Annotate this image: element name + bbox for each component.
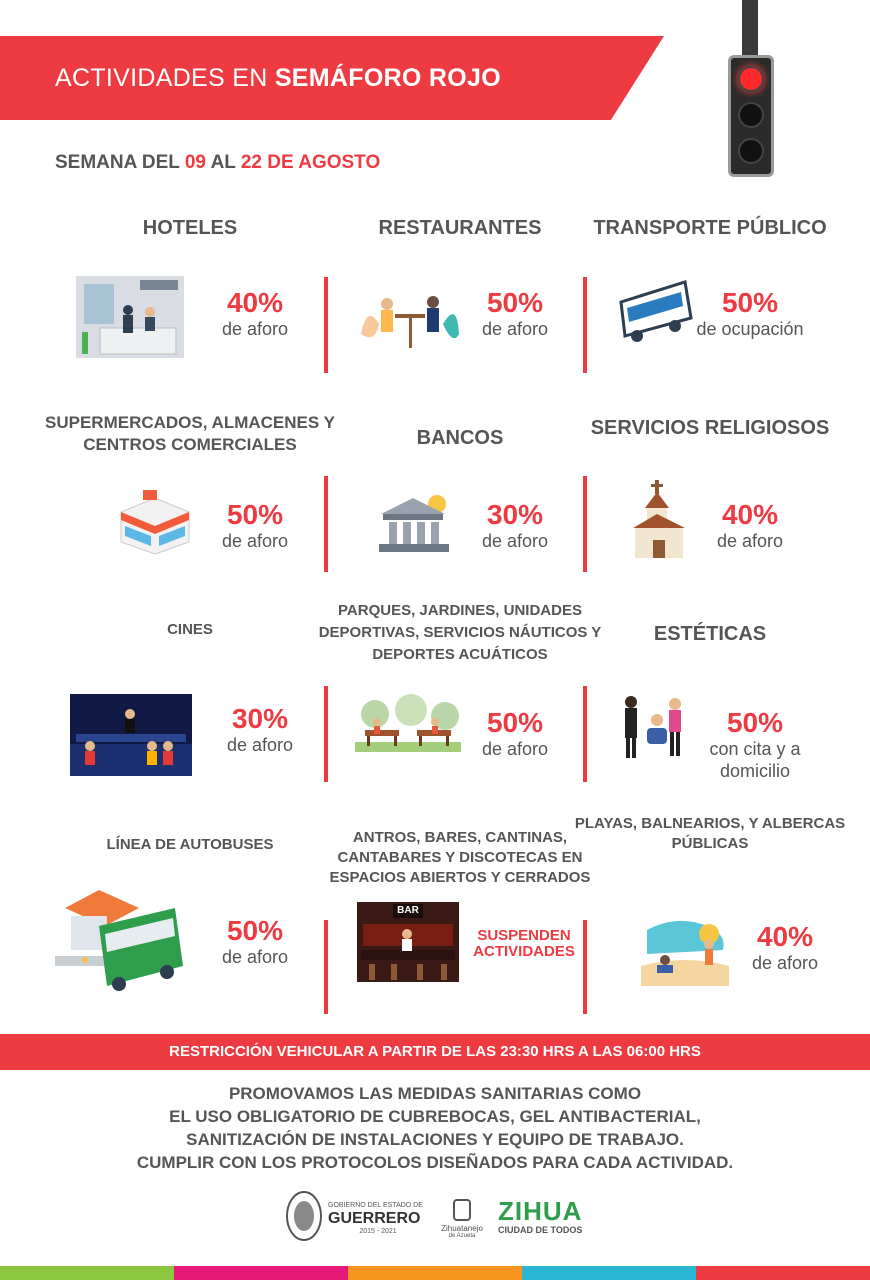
- category-hoteles: [45, 200, 335, 375]
- category-title: ANTROS, BARES, CANTINAS, CANTABARES Y DISCOTECAS EN ESPACIOS ABIERTOS Y CERRADOS: [329, 829, 591, 886]
- category-title: HOTELES: [142, 216, 238, 239]
- week-range: SEMANA DEL 09 AL 22 DE AGOSTO: [55, 152, 381, 173]
- guerrero-logo: GOBIERNO DEL ESTADO DE GUERRERO 2015 - 2021: [284, 1188, 324, 1247]
- bar-sign: BAR: [393, 904, 423, 918]
- category-linea-autobuses: [45, 806, 335, 1016]
- guerrero-seal-icon: [284, 1188, 324, 1242]
- capacity-stat: 50% de aforo: [221, 499, 289, 551]
- category-servicios-religiosos: [565, 400, 855, 575]
- bank-icon: [375, 492, 455, 554]
- zihuatanejo-crest-icon: [438, 1198, 486, 1222]
- bus-icon: [615, 278, 695, 346]
- zihua-logo: ZIHUA CIUDAD DE TODOS: [498, 1196, 583, 1235]
- restaurant-icon: [357, 274, 461, 354]
- category-title: PLAYAS, BALNEARIOS, Y ALBERCAS PÚBLICAS: [574, 815, 846, 852]
- category-transporte-publico: [565, 200, 855, 375]
- promo-line: EL USO OBLIGATORIO DE CUBREBOCAS, GEL ANTIBACTERIAL,: [169, 1107, 701, 1126]
- status-stat: SUSPENDEN ACTIVIDADES: [473, 927, 575, 960]
- category-esteticas: [565, 592, 855, 792]
- category-restaurantes: [315, 200, 605, 375]
- category-title: CINES: [167, 620, 213, 638]
- category-cines: [45, 592, 335, 792]
- capacity-stat: 50% con cita y a domicilio: [709, 707, 801, 781]
- category-antros-bares: [315, 806, 605, 1016]
- category-title: TRANSPORTE PÚBLICO: [593, 217, 827, 239]
- category-title: SERVICIOS RELIGIOSOS: [590, 417, 830, 439]
- capacity-stat: 40% de aforo: [716, 499, 784, 551]
- church-icon: [627, 478, 693, 562]
- category-title: LÍNEA DE AUTOBUSES: [106, 835, 274, 853]
- capacity-stat: 50% de ocupación: [696, 287, 804, 339]
- category-parques: [315, 592, 605, 792]
- category-title: RESTAURANTES: [378, 216, 542, 239]
- promo-line: CUMPLIR CON LOS PROTOCOLOS DISEÑADOS PARA CADA ACTIVIDAD.: [136, 1153, 734, 1172]
- capacity-stat: 30% de aforo: [481, 499, 549, 551]
- capacity-stat: 30% de aforo: [226, 703, 294, 755]
- zihuatanejo-logo: Zihuatanejo de Azueta: [438, 1198, 486, 1227]
- category-title: ESTÉTICAS: [653, 622, 767, 645]
- sanitary-measures-text: [0, 1082, 870, 1174]
- hotel-icon: [70, 272, 190, 360]
- promo-line: SANITIZACIÓN DE INSTALACIONES Y EQUIPO DE TRABAJO.: [186, 1130, 684, 1149]
- capacity-stat: 40% de aforo: [221, 287, 289, 339]
- category-bancos: [315, 400, 605, 575]
- category-title: SUPERMERCADOS, ALMACENES Y CENTROS COMERCIALES: [45, 413, 335, 454]
- cinema-icon: [70, 694, 192, 776]
- park-icon: [355, 694, 461, 756]
- category-title: PARQUES, JARDINES, UNIDADES DEPORTIVAS, SERVICIOS NÁUTICOS Y DEPORTES ACUÁTICOS: [318, 602, 602, 663]
- capacity-stat: 50% de aforo: [221, 915, 289, 967]
- footer-color-strip: [0, 1266, 870, 1280]
- bus-station-icon: [55, 886, 187, 998]
- category-title: BANCOS: [416, 426, 504, 449]
- promo-line: PROMOVAMOS LAS MEDIDAS SANITARIAS COMO: [228, 1084, 642, 1103]
- beach-icon: [637, 910, 733, 994]
- category-supermercados: [45, 400, 335, 575]
- category-playas: [565, 806, 855, 1016]
- mall-icon: [115, 486, 195, 556]
- page-title: ACTIVIDADES EN SEMÁFORO ROJO: [55, 64, 501, 92]
- capacity-stat: 50% de aforo: [481, 707, 549, 759]
- capacity-stat: 50% de aforo: [481, 287, 549, 339]
- vehicle-restriction-banner: RESTRICCIÓN VEHICULAR A PARTIR DE LAS 23:30 HRS A LAS 06:00 HRS: [0, 1034, 870, 1070]
- salon-icon: [615, 692, 691, 760]
- capacity-stat: 40% de aforo: [751, 921, 819, 973]
